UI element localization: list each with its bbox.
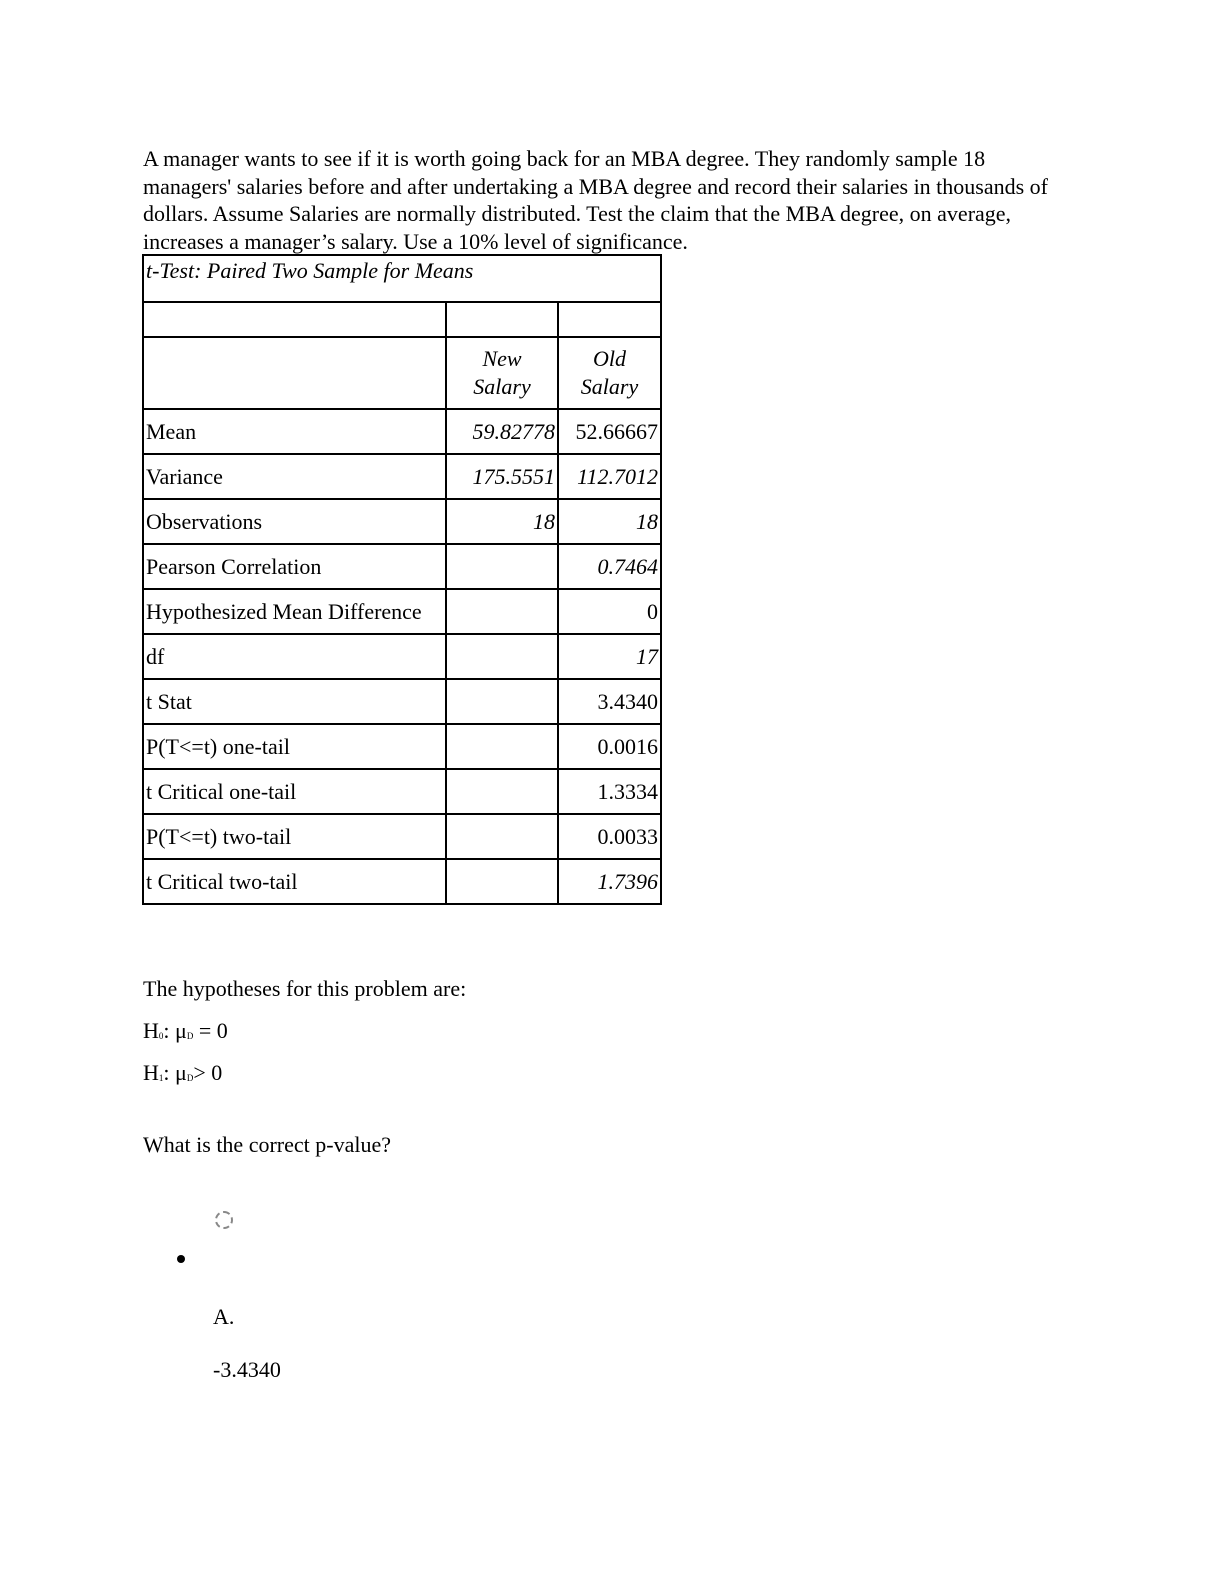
blank-cell — [446, 302, 558, 337]
new-salary-value: 18 — [446, 499, 558, 544]
old-salary-value: 52.66667 — [558, 409, 661, 454]
table-row — [143, 634, 661, 679]
header-blank-cell — [143, 337, 446, 409]
old-salary-value: 1.3334 — [558, 769, 661, 814]
row-label: Pearson Correlation — [143, 544, 446, 589]
option-value[interactable]: -3.4340 — [213, 1357, 281, 1382]
old-salary-value: 17 — [558, 634, 661, 679]
table-row — [143, 724, 661, 769]
row-label: P(T<=t) one-tail — [143, 724, 446, 769]
alternative-hypothesis: $H_1$: $\mu_D> 0$ — [143, 1060, 223, 1085]
new-salary-value — [446, 589, 558, 634]
old-salary-value: 0.0033 — [558, 814, 661, 859]
null-hypothesis: $H_0$: $\mu_D = 0$ — [143, 1018, 228, 1043]
new-salary-value — [446, 724, 558, 769]
row-label: t Critical one-tail — [143, 769, 446, 814]
old-salary-value: 0 — [558, 589, 661, 634]
blank-cell — [558, 302, 661, 337]
table-row — [143, 769, 661, 814]
table-row — [143, 454, 661, 499]
row-label: t Stat — [143, 679, 446, 724]
table-row — [143, 499, 661, 544]
old-salary-value: 0.7464 — [558, 544, 661, 589]
table-row — [143, 859, 661, 904]
blank-cell — [143, 302, 446, 337]
bullet-icon — [177, 1255, 185, 1263]
old-salary-header: Old Salary — [558, 337, 661, 409]
row-label: df — [143, 634, 446, 679]
row-label: Observations — [143, 499, 446, 544]
new-salary-value — [446, 769, 558, 814]
new-salary-value: 59.82778 — [446, 409, 558, 454]
table-row — [143, 544, 661, 589]
old-salary-value: 18 — [558, 499, 661, 544]
row-label: Hypothesized Mean Difference — [143, 589, 446, 634]
new-salary-value — [446, 814, 558, 859]
table-row — [143, 409, 661, 454]
new-salary-value — [446, 859, 558, 904]
new-salary-header: New Salary — [446, 337, 558, 409]
new-salary-value — [446, 679, 558, 724]
radio-loading-icon[interactable] — [215, 1211, 233, 1229]
new-salary-value — [446, 544, 558, 589]
hypotheses-intro: The hypotheses for this problem are: — [143, 976, 467, 1001]
row-label: Variance — [143, 454, 446, 499]
row-label: P(T<=t) two-tail — [143, 814, 446, 859]
option-letter[interactable]: A. — [213, 1304, 235, 1329]
problem-statement: A manager wants to see if it is worth going back for an MBA degree. They randomly sample 18 managers' salaries before and after undertaking a MBA degree and record their salaries in thousands of dollars. Assume Salaries are normally distributed. Test the claim that the MBA degree, on average, increases a manager’s salary. Use a 10% level of significance. — [143, 146, 1049, 254]
table-row — [143, 814, 661, 859]
row-label: Mean — [143, 409, 446, 454]
table-row — [143, 679, 661, 724]
old-salary-value: 112.7012 — [558, 454, 661, 499]
new-salary-value — [446, 634, 558, 679]
new-salary-value: 175.5551 — [446, 454, 558, 499]
old-salary-value: 0.0016 — [558, 724, 661, 769]
question-text: What is the correct p-value? — [143, 1132, 391, 1157]
old-salary-value: 1.7396 — [558, 859, 661, 904]
table-title: t-Test: Paired Two Sample for Means — [143, 255, 661, 302]
table-row — [143, 589, 661, 634]
row-label: t Critical two-tail — [143, 859, 446, 904]
ttest-table — [142, 254, 662, 905]
old-salary-value: 3.4340 — [558, 679, 661, 724]
